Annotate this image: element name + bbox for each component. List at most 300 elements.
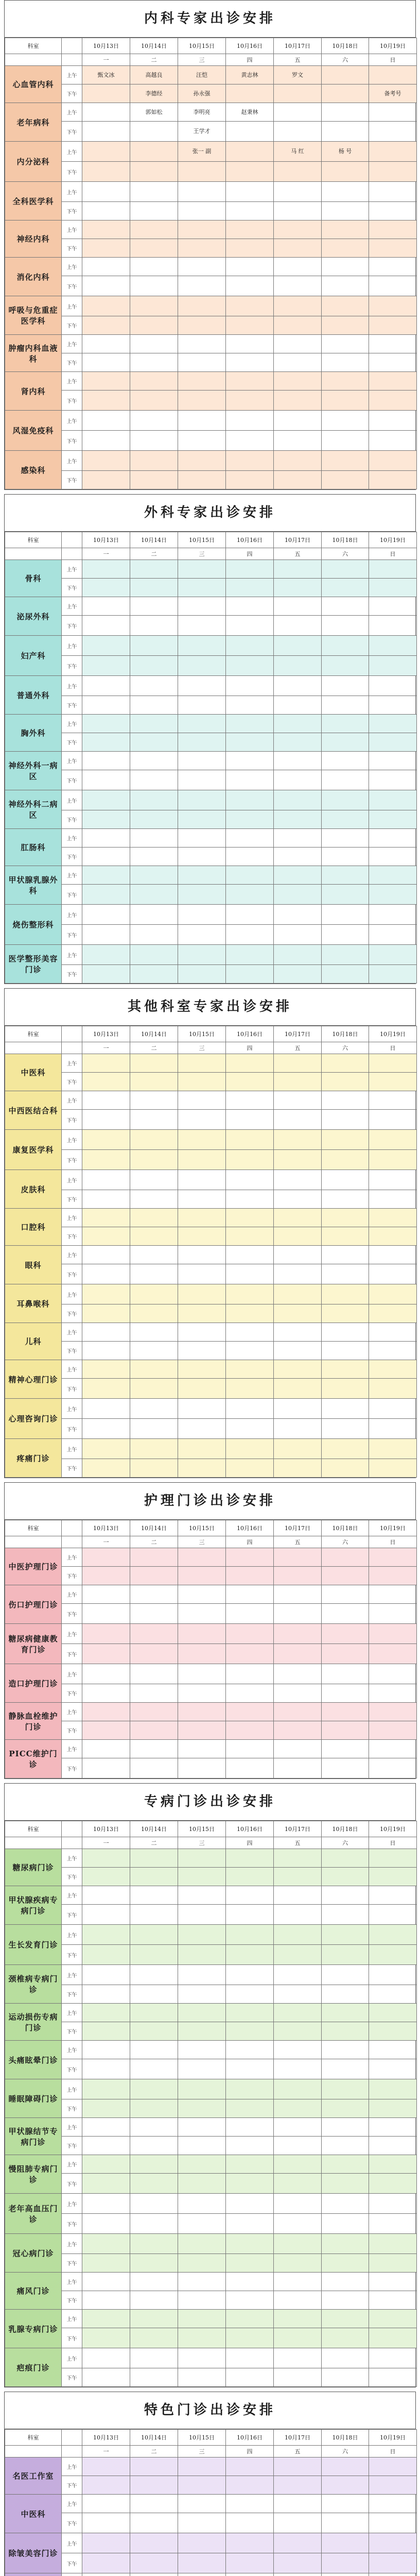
session-label: 下午 <box>62 925 82 945</box>
schedule-cell <box>369 656 417 676</box>
schedule-cell <box>274 451 322 471</box>
schedule-cell <box>322 2553 369 2573</box>
schedule-cell <box>82 162 130 182</box>
department-name: 造口护理门诊 <box>5 1664 62 1703</box>
schedule-cell <box>226 372 274 391</box>
weekday-header: 三 <box>178 54 226 66</box>
schedule-cell <box>82 905 130 925</box>
schedule-cell <box>130 239 178 258</box>
schedule-cell <box>322 2194 369 2214</box>
schedule-cell <box>322 221 369 239</box>
schedule-cell <box>82 2573 130 2576</box>
schedule-cell <box>226 335 274 353</box>
table-row <box>5 1849 417 1868</box>
schedule-cell <box>130 885 178 905</box>
session-label: 上午 <box>62 676 82 696</box>
schedule-cell <box>130 790 178 810</box>
schedule-cell: 郭如松 <box>130 103 178 122</box>
schedule-cell <box>369 2348 417 2368</box>
schedule-cell <box>82 1684 130 1703</box>
schedule-cell <box>369 770 417 790</box>
session-label: 上午 <box>62 182 82 202</box>
schedule-cell <box>226 905 274 925</box>
schedule-cell <box>82 2533 130 2553</box>
schedule-cell <box>369 1925 417 1945</box>
department-name: 心理咨询门诊 <box>5 1399 62 1439</box>
schedule-cell <box>226 676 274 696</box>
schedule-cell <box>322 451 369 471</box>
schedule-cell <box>130 411 178 431</box>
table-row <box>5 616 417 636</box>
weekday-header <box>5 548 62 560</box>
schedule-cell <box>274 1399 322 1419</box>
schedule-cell <box>274 1323 322 1342</box>
schedule-cell <box>226 1905 274 1925</box>
table-row <box>5 2118 417 2137</box>
schedule-cell: 备考号 <box>369 84 417 103</box>
schedule-cell <box>322 103 369 122</box>
session-label: 上午 <box>62 1284 82 1304</box>
schedule-cell <box>274 1209 322 1227</box>
session-label: 下午 <box>62 616 82 636</box>
weekday-header: 六 <box>322 1837 369 1849</box>
schedule-cell <box>178 1886 226 1905</box>
weekday-header: 一 <box>82 1536 130 1548</box>
schedule-cell <box>274 2137 322 2155</box>
schedule-cell <box>322 1886 369 1905</box>
schedule-cell <box>130 276 178 296</box>
schedule-cell <box>369 676 417 696</box>
schedule-cell <box>274 1567 322 1585</box>
schedule-cell <box>130 372 178 391</box>
schedule-cell <box>226 1419 274 1439</box>
table-row <box>5 925 417 945</box>
schedule-cell <box>369 411 417 431</box>
session-label: 下午 <box>62 84 82 103</box>
schedule-cell <box>82 636 130 656</box>
schedule-cell <box>82 335 130 353</box>
schedule-cell <box>226 142 274 162</box>
table-row <box>5 2174 417 2194</box>
schedule-cell <box>82 676 130 696</box>
schedule-cell <box>274 1703 322 1721</box>
schedule-cell <box>369 182 417 202</box>
schedule-cell <box>130 696 178 715</box>
table-row <box>5 1130 417 1150</box>
schedule-cell <box>226 560 274 579</box>
table-row <box>5 2348 417 2368</box>
schedule-cell <box>322 391 369 411</box>
table-row <box>5 752 417 770</box>
schedule-cell <box>82 2328 130 2348</box>
schedule-cell <box>322 715 369 733</box>
schedule-cell <box>274 810 322 829</box>
schedule-cell <box>130 2273 178 2291</box>
schedule-cell <box>130 2328 178 2348</box>
schedule-cell <box>322 2059 369 2079</box>
schedule-cell <box>82 925 130 945</box>
schedule-cell <box>178 579 226 597</box>
schedule-cell <box>178 221 226 239</box>
session-label: 下午 <box>62 391 82 411</box>
schedule-cell <box>322 2137 369 2155</box>
schedule-cell <box>274 715 322 733</box>
schedule-cell <box>226 1190 274 1209</box>
schedule-cell <box>322 2155 369 2174</box>
schedule-cell <box>82 733 130 752</box>
schedule-cell <box>226 471 274 489</box>
schedule-cell <box>322 1399 369 1419</box>
schedule-section <box>4 0 416 490</box>
schedule-cell <box>226 810 274 829</box>
column-header: 10月16日 <box>226 1520 274 1536</box>
schedule-cell <box>322 1684 369 1703</box>
session-label: 上午 <box>62 2041 82 2059</box>
schedule-cell <box>369 353 417 372</box>
schedule-cell <box>130 2495 178 2513</box>
schedule-cell <box>226 1965 274 1985</box>
schedule-cell <box>130 335 178 353</box>
schedule-cell <box>369 1644 417 1664</box>
schedule-cell <box>178 1304 226 1323</box>
table-row <box>5 636 417 656</box>
schedule-cell: 甄文冰 <box>82 66 130 84</box>
schedule-cell <box>274 202 322 221</box>
session-label: 下午 <box>62 1868 82 1886</box>
schedule-cell <box>274 1091 322 1110</box>
session-label: 上午 <box>62 411 82 431</box>
schedule-cell <box>130 1073 178 1091</box>
schedule-cell <box>178 1721 226 1740</box>
weekday-header: 一 <box>82 1042 130 1054</box>
session-label: 上午 <box>62 1360 82 1379</box>
schedule-cell <box>130 1684 178 1703</box>
table-row <box>5 1054 417 1073</box>
schedule-cell <box>226 411 274 431</box>
schedule-cell <box>178 885 226 905</box>
weekday-header: 二 <box>130 54 178 66</box>
session-label: 下午 <box>62 1684 82 1703</box>
session-label: 下午 <box>62 1567 82 1585</box>
schedule-cell <box>82 471 130 489</box>
schedule-cell <box>226 579 274 597</box>
schedule-cell <box>82 2234 130 2254</box>
schedule-cell <box>130 2174 178 2194</box>
weekday-header: 六 <box>322 54 369 66</box>
schedule-cell <box>130 1110 178 1130</box>
schedule-cell <box>178 411 226 431</box>
weekday-header: 三 <box>178 1536 226 1548</box>
schedule-cell <box>178 2118 226 2137</box>
schedule-cell <box>130 656 178 676</box>
table-row <box>5 2099 417 2118</box>
schedule-cell <box>226 597 274 616</box>
schedule-cell <box>274 1379 322 1399</box>
schedule-cell <box>82 316 130 335</box>
schedule-cell <box>130 1849 178 1868</box>
schedule-cell <box>274 752 322 770</box>
session-label: 下午 <box>62 431 82 451</box>
schedule-cell: 杨 号 <box>322 142 369 162</box>
schedule-cell <box>178 1585 226 1604</box>
department-name: 神经外科一病区 <box>5 752 62 790</box>
column-header: 科室 <box>5 1520 62 1536</box>
schedule-cell <box>322 965 369 984</box>
schedule-cell <box>82 1091 130 1110</box>
table-row <box>5 1624 417 1644</box>
schedule-cell <box>178 391 226 411</box>
weekday-header: 四 <box>226 1837 274 1849</box>
schedule-cell <box>322 770 369 790</box>
weekday-header: 日 <box>369 1042 417 1054</box>
column-header: 10月19日 <box>369 532 417 548</box>
schedule-cell <box>369 2533 417 2553</box>
schedule-cell <box>130 2513 178 2533</box>
schedule-cell <box>226 2214 274 2234</box>
schedule-cell <box>226 1054 274 1073</box>
schedule-cell <box>226 945 274 965</box>
schedule-cell <box>226 431 274 451</box>
schedule-cell <box>322 2495 369 2513</box>
table-row <box>5 1399 417 1419</box>
schedule-cell <box>226 2458 274 2476</box>
weekday-header: 四 <box>226 1042 274 1054</box>
schedule-cell <box>369 2291 417 2310</box>
schedule-cell <box>178 866 226 885</box>
schedule-cell <box>226 790 274 810</box>
table-row <box>5 1379 417 1399</box>
schedule-cell <box>226 1170 274 1190</box>
schedule-cell <box>322 790 369 810</box>
table-row <box>5 656 417 676</box>
schedule-cell <box>82 2291 130 2310</box>
schedule-cell <box>82 2476 130 2495</box>
table-row <box>5 372 417 391</box>
schedule-cell <box>130 316 178 335</box>
column-header: 10月14日 <box>130 1821 178 1837</box>
schedule-cell <box>369 1227 417 1246</box>
department-name: 糖尿病健康教育门诊 <box>5 1624 62 1664</box>
schedule-cell <box>130 1264 178 1284</box>
session-label: 下午 <box>62 2553 82 2573</box>
schedule-cell <box>226 1459 274 1478</box>
schedule-cell <box>369 1150 417 1170</box>
schedule-cell <box>178 945 226 965</box>
session-label: 下午 <box>62 2099 82 2118</box>
schedule-cell <box>369 2059 417 2079</box>
session-label: 上午 <box>62 142 82 162</box>
schedule-cell <box>369 2155 417 2174</box>
schedule-cell <box>130 2214 178 2234</box>
schedule-cell <box>82 1342 130 1360</box>
schedule-cell <box>130 1703 178 1721</box>
column-header: 10月18日 <box>322 1026 369 1042</box>
table-row <box>5 1868 417 1886</box>
schedule-cell <box>274 1664 322 1684</box>
department-name: 甲状腺乳腺外科 <box>5 866 62 905</box>
schedule-cell <box>274 2099 322 2118</box>
schedule-cell <box>369 202 417 221</box>
schedule-cell <box>130 848 178 866</box>
section-title: 其他科室专家出诊安排 <box>5 989 415 1026</box>
session-label: 上午 <box>62 2533 82 2553</box>
schedule-cell <box>82 372 130 391</box>
schedule-cell <box>82 431 130 451</box>
schedule-cell <box>322 2234 369 2254</box>
column-header: 10月13日 <box>82 1821 130 1837</box>
schedule-cell <box>82 1758 130 1778</box>
department-name: 医学整形美容门诊 <box>5 945 62 984</box>
schedule-cell <box>178 560 226 579</box>
table-row <box>5 451 417 471</box>
schedule-cell: 张一 副 <box>178 142 226 162</box>
session-label: 下午 <box>62 1110 82 1130</box>
schedule-cell: 王学才 <box>178 122 226 142</box>
schedule-cell <box>369 1439 417 1459</box>
schedule-cell <box>226 2137 274 2155</box>
schedule-cell <box>369 2174 417 2194</box>
schedule-cell <box>322 1246 369 1264</box>
weekday-header: 二 <box>130 1042 178 1054</box>
schedule-cell <box>274 1758 322 1778</box>
schedule-cell <box>226 1379 274 1399</box>
column-header <box>62 38 82 54</box>
session-label: 上午 <box>62 1091 82 1110</box>
schedule-cell <box>82 1264 130 1284</box>
schedule-cell <box>130 1323 178 1342</box>
table-row <box>5 2234 417 2254</box>
schedule-cell <box>82 2495 130 2513</box>
schedule-cell <box>322 335 369 353</box>
session-label: 下午 <box>62 810 82 829</box>
table-row <box>5 1110 417 1130</box>
session-label: 下午 <box>62 2368 82 2387</box>
schedule-cell <box>130 2533 178 2553</box>
session-label: 上午 <box>62 1323 82 1342</box>
column-header: 10月16日 <box>226 1821 274 1837</box>
schedule-cell <box>178 276 226 296</box>
department-name: 老年病科 <box>5 103 62 142</box>
table-row <box>5 66 417 84</box>
session-label: 上午 <box>62 597 82 616</box>
schedule-cell <box>226 1264 274 1284</box>
schedule-cell <box>82 2079 130 2099</box>
table-row <box>5 2041 417 2059</box>
table-row <box>5 142 417 162</box>
schedule-cell <box>130 1379 178 1399</box>
schedule-cell <box>130 1604 178 1624</box>
schedule-cell <box>226 2328 274 2348</box>
schedule-cell <box>130 1624 178 1644</box>
weekday-header <box>62 548 82 560</box>
schedule-cell <box>130 2194 178 2214</box>
schedule-cell <box>130 752 178 770</box>
schedule-cell: 李德经 <box>130 84 178 103</box>
schedule-cell <box>82 202 130 221</box>
schedule-cell <box>274 2022 322 2041</box>
weekday-header: 日 <box>369 1536 417 1548</box>
table-row <box>5 1419 417 1439</box>
session-label: 上午 <box>62 636 82 656</box>
schedule-cell <box>274 1227 322 1246</box>
schedule-cell <box>274 1585 322 1604</box>
schedule-cell <box>178 1758 226 1778</box>
session-label: 下午 <box>62 1342 82 1360</box>
schedule-cell <box>274 1246 322 1264</box>
weekday-header: 五 <box>274 1536 322 1548</box>
schedule-cell <box>178 2194 226 2214</box>
session-label: 上午 <box>62 1439 82 1459</box>
schedule-cell <box>178 2458 226 2476</box>
schedule-cell <box>226 353 274 372</box>
schedule-cell <box>82 296 130 316</box>
schedule-cell <box>82 770 130 790</box>
schedule-cell <box>130 1190 178 1209</box>
column-header: 10月18日 <box>322 2430 369 2446</box>
schedule-cell <box>82 597 130 616</box>
schedule-cell <box>178 676 226 696</box>
schedule-cell <box>369 2476 417 2495</box>
column-header: 10月19日 <box>369 1026 417 1042</box>
table-row <box>5 945 417 965</box>
weekday-header: 二 <box>130 1837 178 1849</box>
schedule-cell <box>178 1965 226 1985</box>
schedule-cell <box>226 1150 274 1170</box>
schedule-cell <box>274 1304 322 1323</box>
schedule-cell <box>274 848 322 866</box>
schedule-cell <box>82 239 130 258</box>
column-header <box>62 1821 82 1837</box>
schedule-cell <box>178 1868 226 1886</box>
column-header: 10月13日 <box>82 1026 130 1042</box>
schedule-cell <box>226 1284 274 1304</box>
schedule-cell <box>130 925 178 945</box>
schedule-cell <box>226 1227 274 1246</box>
schedule-cell <box>226 1849 274 1868</box>
column-header: 10月14日 <box>130 2430 178 2446</box>
schedule-cell <box>226 752 274 770</box>
weekday-header: 一 <box>82 1837 130 1849</box>
schedule-cell <box>274 2573 322 2576</box>
schedule-cell <box>82 122 130 142</box>
schedule-cell <box>130 2348 178 2368</box>
schedule-cell <box>322 296 369 316</box>
column-header: 10月13日 <box>82 2430 130 2446</box>
weekday-header: 日 <box>369 548 417 560</box>
session-label: 下午 <box>62 965 82 984</box>
schedule-cell <box>274 471 322 489</box>
session-label: 上午 <box>62 790 82 810</box>
schedule-cell <box>130 733 178 752</box>
schedule-cell <box>130 2118 178 2137</box>
schedule-cell <box>322 1965 369 1985</box>
schedule-cell <box>322 1209 369 1227</box>
schedule-cell <box>178 2553 226 2573</box>
department-name: 儿科 <box>5 1323 62 1360</box>
schedule-cell <box>130 1644 178 1664</box>
table-row <box>5 1684 417 1703</box>
schedule-cell <box>274 431 322 451</box>
department-name: 中医科 <box>5 1054 62 1091</box>
schedule-cell <box>130 1758 178 1778</box>
table-row <box>5 2254 417 2273</box>
schedule-cell <box>178 2368 226 2387</box>
weekday-header: 日 <box>369 1837 417 1849</box>
schedule-cell <box>322 905 369 925</box>
schedule-cell <box>274 296 322 316</box>
schedule-cell <box>322 1054 369 1073</box>
session-label: 下午 <box>62 471 82 489</box>
